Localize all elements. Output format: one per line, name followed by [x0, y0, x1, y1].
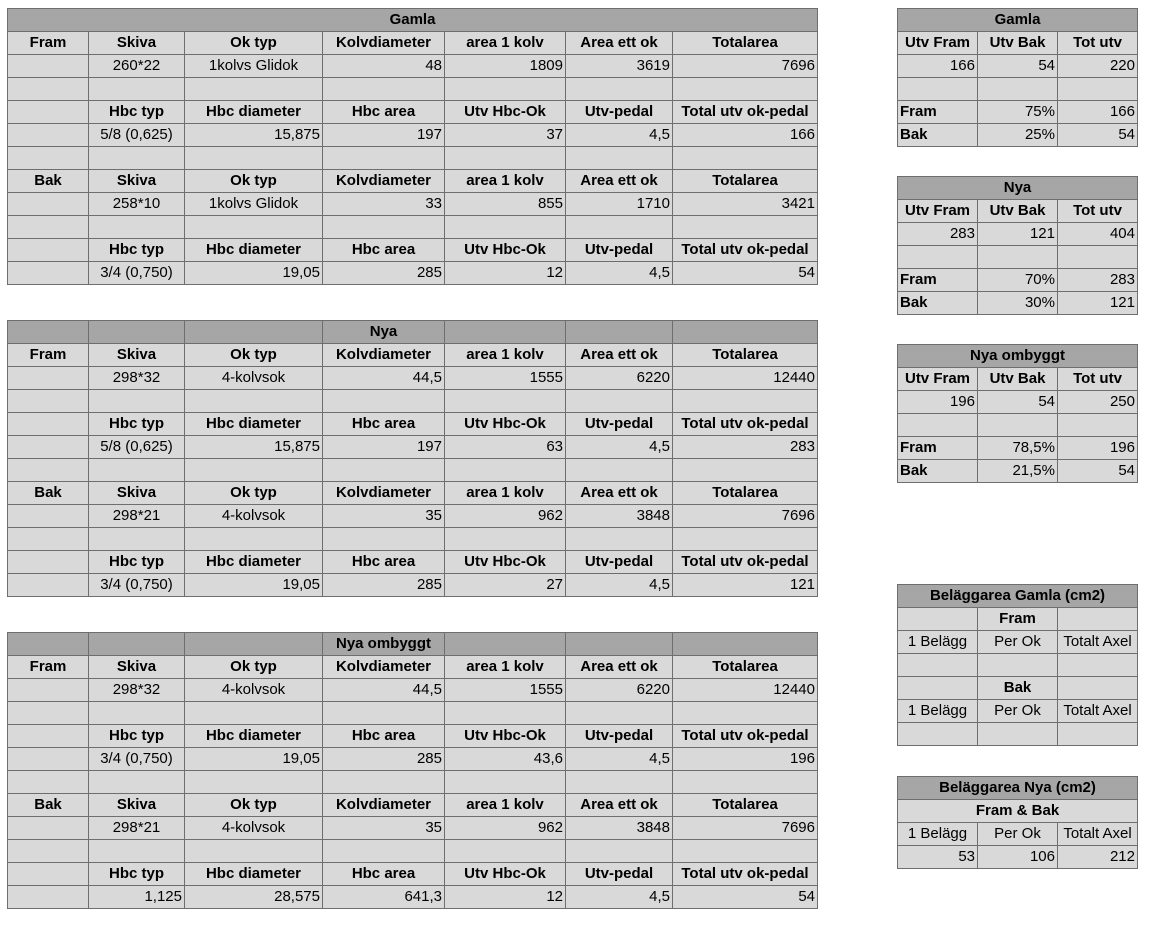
value-area-1-kolv: 962 [445, 505, 566, 528]
header-kolvdiameter: Kolvdiameter [323, 794, 445, 817]
header-hbc-area: Hbc area [323, 725, 445, 748]
header-utv-fram: Utv Fram [898, 32, 978, 55]
empty-row [8, 459, 818, 482]
value-utv-hbc-ok: 63 [445, 436, 566, 459]
value-ok-typ: 4-kolvsok [185, 367, 323, 390]
ratio-pct-bak: 25% [978, 124, 1058, 147]
header-total-utv: Total utv ok-pedal [673, 101, 818, 124]
header-hbc-typ: Hbc typ [89, 863, 185, 886]
pad-col-per-ok: Per Ok [978, 700, 1058, 723]
header-total-utv: Total utv ok-pedal [673, 239, 818, 262]
header-hbc-typ: Hbc typ [89, 239, 185, 262]
value-hbc-typ: 3/4 (0,750) [89, 262, 185, 285]
value-kolvdiameter: 33 [323, 193, 445, 216]
header-total-utv: Total utv ok-pedal [673, 413, 818, 436]
value-area-1-kolv: 1555 [445, 679, 566, 702]
header-totalarea: Totalarea [673, 170, 818, 193]
title-bar-cell [566, 633, 673, 656]
header-hbc-area: Hbc area [323, 239, 445, 262]
ratio-val-fram: 283 [1058, 269, 1138, 292]
pad-value-per-ok: 106 [978, 846, 1058, 869]
value-utv-hbc-ok: 37 [445, 124, 566, 147]
value-skiva: 298*21 [89, 817, 185, 840]
header-area-1-kolv: area 1 kolv [445, 170, 566, 193]
table-nya [7, 320, 818, 597]
empty-cell [8, 436, 89, 459]
value-hbc-diameter: 19,05 [185, 574, 323, 597]
pad-col-totalt-axel: Totalt Axel [1058, 823, 1138, 846]
value-hbc-area: 285 [323, 262, 445, 285]
ratio-label-bak: Bak [898, 124, 978, 147]
value-area-ett-ok: 6220 [566, 367, 673, 390]
header-utv-pedal: Utv-pedal [566, 725, 673, 748]
ratio-val-fram: 196 [1058, 437, 1138, 460]
header-area-1-kolv: area 1 kolv [445, 794, 566, 817]
header-ok-typ: Ok typ [185, 32, 323, 55]
ratio-val-bak: 54 [1058, 460, 1138, 483]
value-skiva: 298*21 [89, 505, 185, 528]
header-utv-hbc-ok: Utv Hbc-Ok [445, 551, 566, 574]
header-kolvdiameter: Kolvdiameter [323, 656, 445, 679]
value-totalarea: 3421 [673, 193, 818, 216]
header-ok-typ: Ok typ [185, 482, 323, 505]
title-bar-cell [89, 321, 185, 344]
value-hbc-typ: 3/4 (0,750) [89, 574, 185, 597]
value-area-ett-ok: 3619 [566, 55, 673, 78]
empty-cell [8, 239, 89, 262]
ratio-title: Nya ombyggt [898, 345, 1138, 368]
value-hbc-diameter: 15,875 [185, 124, 323, 147]
value-utv-pedal: 4,5 [566, 748, 673, 771]
empty-row [898, 723, 1138, 746]
pad-col-1-belagg: 1 Belägg [898, 700, 978, 723]
ratio-title: Nya [898, 177, 1138, 200]
empty-cell [8, 505, 89, 528]
value-ok-typ: 4-kolvsok [185, 817, 323, 840]
header-utv-fram: Utv Fram [898, 368, 978, 391]
empty-cell [8, 886, 89, 909]
header-utv-pedal: Utv-pedal [566, 551, 673, 574]
value-total-utv: 283 [673, 436, 818, 459]
empty-row [8, 216, 818, 239]
empty-cell [8, 817, 89, 840]
empty-row [898, 414, 1138, 437]
value-hbc-area: 641,3 [323, 886, 445, 909]
header-area-1-kolv: area 1 kolv [445, 656, 566, 679]
empty-cell [898, 677, 978, 700]
pad-area-gamla [897, 584, 1138, 746]
ratio-label-fram: Fram [898, 437, 978, 460]
value-utv-bak: 54 [978, 55, 1058, 78]
value-skiva: 260*22 [89, 55, 185, 78]
header-hbc-diameter: Hbc diameter [185, 413, 323, 436]
header-hbc-typ: Hbc typ [89, 101, 185, 124]
value-utv-hbc-ok: 12 [445, 262, 566, 285]
value-ok-typ: 1kolvs Glidok [185, 55, 323, 78]
title-bar-cell [89, 633, 185, 656]
value-kolvdiameter: 44,5 [323, 367, 445, 390]
title-bar-cell [566, 321, 673, 344]
header-kolvdiameter: Kolvdiameter [323, 32, 445, 55]
pad-col-1-belagg: 1 Belägg [898, 631, 978, 654]
value-totalarea: 7696 [673, 505, 818, 528]
table-nya-ombyggt [7, 632, 818, 909]
empty-cell [8, 55, 89, 78]
pad-label-bak: Bak [978, 677, 1058, 700]
empty-cell [8, 725, 89, 748]
pad-col-1-belagg: 1 Belägg [898, 823, 978, 846]
value-utv-bak: 121 [978, 223, 1058, 246]
value-totalarea: 12440 [673, 367, 818, 390]
title-bar-cell [185, 633, 323, 656]
value-total-utv: 54 [673, 886, 818, 909]
value-kolvdiameter: 35 [323, 817, 445, 840]
side-label-fram: Fram [8, 344, 89, 367]
side-label-bak: Bak [8, 170, 89, 193]
empty-cell [8, 574, 89, 597]
empty-cell [1058, 608, 1138, 631]
pad-col-totalt-axel: Totalt Axel [1058, 631, 1138, 654]
header-total-utv: Total utv ok-pedal [673, 725, 818, 748]
side-label-fram: Fram [8, 32, 89, 55]
header-tot-utv: Tot utv [1058, 32, 1138, 55]
value-skiva: 258*10 [89, 193, 185, 216]
value-kolvdiameter: 35 [323, 505, 445, 528]
header-skiva: Skiva [89, 344, 185, 367]
ratio-pct-fram: 78,5% [978, 437, 1058, 460]
header-ok-typ: Ok typ [185, 794, 323, 817]
value-ok-typ: 4-kolvsok [185, 679, 323, 702]
header-hbc-diameter: Hbc diameter [185, 239, 323, 262]
empty-cell [8, 551, 89, 574]
header-hbc-diameter: Hbc diameter [185, 863, 323, 886]
value-utv-hbc-ok: 27 [445, 574, 566, 597]
header-area-ett-ok: Area ett ok [566, 32, 673, 55]
value-hbc-typ: 5/8 (0,625) [89, 124, 185, 147]
header-total-utv: Total utv ok-pedal [673, 863, 818, 886]
value-kolvdiameter: 48 [323, 55, 445, 78]
ratio-val-fram: 166 [1058, 101, 1138, 124]
value-hbc-typ: 3/4 (0,750) [89, 748, 185, 771]
empty-row [898, 654, 1138, 677]
header-area-1-kolv: area 1 kolv [445, 482, 566, 505]
value-area-1-kolv: 855 [445, 193, 566, 216]
ratio-pct-bak: 30% [978, 292, 1058, 315]
header-utv-hbc-ok: Utv Hbc-Ok [445, 725, 566, 748]
value-area-ett-ok: 3848 [566, 505, 673, 528]
value-utv-pedal: 4,5 [566, 886, 673, 909]
header-ok-typ: Ok typ [185, 656, 323, 679]
header-hbc-diameter: Hbc diameter [185, 101, 323, 124]
ratio-val-bak: 54 [1058, 124, 1138, 147]
header-utv-hbc-ok: Utv Hbc-Ok [445, 413, 566, 436]
value-utv-fram: 283 [898, 223, 978, 246]
pad-col-per-ok: Per Ok [978, 631, 1058, 654]
header-utv-pedal: Utv-pedal [566, 863, 673, 886]
empty-row [8, 840, 818, 863]
value-utv-pedal: 4,5 [566, 124, 673, 147]
empty-cell [8, 124, 89, 147]
header-hbc-typ: Hbc typ [89, 551, 185, 574]
ratio-label-fram: Fram [898, 269, 978, 292]
empty-cell [8, 367, 89, 390]
header-hbc-area: Hbc area [323, 413, 445, 436]
header-skiva: Skiva [89, 482, 185, 505]
header-total-utv: Total utv ok-pedal [673, 551, 818, 574]
header-kolvdiameter: Kolvdiameter [323, 482, 445, 505]
header-utv-hbc-ok: Utv Hbc-Ok [445, 239, 566, 262]
value-area-ett-ok: 3848 [566, 817, 673, 840]
value-skiva: 298*32 [89, 679, 185, 702]
pad-value-1-belagg: 53 [898, 846, 978, 869]
header-hbc-area: Hbc area [323, 101, 445, 124]
header-utv-bak: Utv Bak [978, 368, 1058, 391]
empty-row [8, 147, 818, 170]
empty-row [898, 246, 1138, 269]
side-label-bak: Bak [8, 482, 89, 505]
header-kolvdiameter: Kolvdiameter [323, 170, 445, 193]
value-total-utv: 121 [673, 574, 818, 597]
header-tot-utv: Tot utv [1058, 200, 1138, 223]
header-hbc-typ: Hbc typ [89, 725, 185, 748]
value-kolvdiameter: 44,5 [323, 679, 445, 702]
ratio-pct-fram: 75% [978, 101, 1058, 124]
header-utv-bak: Utv Bak [978, 32, 1058, 55]
header-utv-fram: Utv Fram [898, 200, 978, 223]
empty-cell [8, 262, 89, 285]
title-bar-cell [445, 633, 566, 656]
table-gamla [7, 8, 818, 285]
title-bar-cell [673, 633, 818, 656]
header-skiva: Skiva [89, 794, 185, 817]
header-totalarea: Totalarea [673, 656, 818, 679]
ratio-label-bak: Bak [898, 292, 978, 315]
title-bar-cell [673, 321, 818, 344]
empty-cell [8, 193, 89, 216]
value-total-utv: 54 [673, 262, 818, 285]
header-ok-typ: Ok typ [185, 344, 323, 367]
header-skiva: Skiva [89, 170, 185, 193]
table-title: Nya [323, 321, 445, 344]
empty-row [8, 78, 818, 101]
header-area-ett-ok: Area ett ok [566, 344, 673, 367]
value-ok-typ: 1kolvs Glidok [185, 193, 323, 216]
value-utv-hbc-ok: 43,6 [445, 748, 566, 771]
value-area-1-kolv: 1555 [445, 367, 566, 390]
value-tot-utv: 250 [1058, 391, 1138, 414]
header-utv-pedal: Utv-pedal [566, 101, 673, 124]
value-hbc-typ: 1,125 [89, 886, 185, 909]
ratio-val-bak: 121 [1058, 292, 1138, 315]
header-area-1-kolv: area 1 kolv [445, 344, 566, 367]
value-ok-typ: 4-kolvsok [185, 505, 323, 528]
value-hbc-area: 285 [323, 574, 445, 597]
pad-area-nya [897, 776, 1138, 869]
empty-cell [8, 863, 89, 886]
pad-subtitle: Fram & Bak [898, 800, 1138, 823]
header-area-ett-ok: Area ett ok [566, 656, 673, 679]
header-totalarea: Totalarea [673, 32, 818, 55]
value-utv-hbc-ok: 12 [445, 886, 566, 909]
title-bar-cell [185, 321, 323, 344]
pad-col-totalt-axel: Totalt Axel [1058, 700, 1138, 723]
value-hbc-typ: 5/8 (0,625) [89, 436, 185, 459]
empty-row [8, 771, 818, 794]
value-utv-pedal: 4,5 [566, 574, 673, 597]
empty-cell [898, 608, 978, 631]
header-skiva: Skiva [89, 32, 185, 55]
value-total-utv: 166 [673, 124, 818, 147]
side-label-fram: Fram [8, 656, 89, 679]
ratio-label-fram: Fram [898, 101, 978, 124]
header-totalarea: Totalarea [673, 344, 818, 367]
pad-title: Beläggarea Gamla (cm2) [898, 585, 1138, 608]
pad-label-fram: Fram [978, 608, 1058, 631]
value-utv-fram: 196 [898, 391, 978, 414]
empty-cell [8, 413, 89, 436]
side-label-bak: Bak [8, 794, 89, 817]
header-area-1-kolv: area 1 kolv [445, 32, 566, 55]
empty-row [8, 528, 818, 551]
value-hbc-area: 197 [323, 124, 445, 147]
pad-col-per-ok: Per Ok [978, 823, 1058, 846]
ratio-label-bak: Bak [898, 460, 978, 483]
header-totalarea: Totalarea [673, 482, 818, 505]
value-area-1-kolv: 1809 [445, 55, 566, 78]
value-area-ett-ok: 6220 [566, 679, 673, 702]
header-utv-pedal: Utv-pedal [566, 239, 673, 262]
title-bar-cell [445, 321, 566, 344]
value-total-utv: 196 [673, 748, 818, 771]
value-utv-fram: 166 [898, 55, 978, 78]
header-kolvdiameter: Kolvdiameter [323, 344, 445, 367]
value-area-ett-ok: 1710 [566, 193, 673, 216]
table-title: Nya ombyggt [323, 633, 445, 656]
empty-row [8, 390, 818, 413]
value-tot-utv: 404 [1058, 223, 1138, 246]
empty-cell [8, 101, 89, 124]
value-hbc-diameter: 19,05 [185, 748, 323, 771]
header-area-ett-ok: Area ett ok [566, 482, 673, 505]
header-hbc-diameter: Hbc diameter [185, 551, 323, 574]
header-hbc-typ: Hbc typ [89, 413, 185, 436]
value-totalarea: 12440 [673, 679, 818, 702]
empty-row [8, 702, 818, 725]
ratio-table-nya-ombyggt [897, 344, 1138, 483]
header-utv-hbc-ok: Utv Hbc-Ok [445, 101, 566, 124]
empty-cell [1058, 677, 1138, 700]
header-utv-pedal: Utv-pedal [566, 413, 673, 436]
value-tot-utv: 220 [1058, 55, 1138, 78]
header-utv-hbc-ok: Utv Hbc-Ok [445, 863, 566, 886]
pad-title: Beläggarea Nya (cm2) [898, 777, 1138, 800]
value-utv-pedal: 4,5 [566, 262, 673, 285]
ratio-title: Gamla [898, 9, 1138, 32]
value-hbc-diameter: 28,575 [185, 886, 323, 909]
empty-cell [8, 679, 89, 702]
header-skiva: Skiva [89, 656, 185, 679]
pad-value-totalt-axel: 212 [1058, 846, 1138, 869]
header-ok-typ: Ok typ [185, 170, 323, 193]
value-hbc-diameter: 15,875 [185, 436, 323, 459]
table-title: Gamla [8, 9, 818, 32]
value-utv-bak: 54 [978, 391, 1058, 414]
ratio-pct-fram: 70% [978, 269, 1058, 292]
value-hbc-diameter: 19,05 [185, 262, 323, 285]
empty-cell [8, 748, 89, 771]
header-totalarea: Totalarea [673, 794, 818, 817]
value-area-1-kolv: 962 [445, 817, 566, 840]
ratio-table-gamla [897, 8, 1138, 147]
header-hbc-area: Hbc area [323, 863, 445, 886]
value-skiva: 298*32 [89, 367, 185, 390]
empty-row [898, 78, 1138, 101]
title-bar-cell [8, 633, 89, 656]
header-area-ett-ok: Area ett ok [566, 170, 673, 193]
value-utv-pedal: 4,5 [566, 436, 673, 459]
ratio-pct-bak: 21,5% [978, 460, 1058, 483]
value-hbc-area: 285 [323, 748, 445, 771]
value-hbc-area: 197 [323, 436, 445, 459]
header-area-ett-ok: Area ett ok [566, 794, 673, 817]
ratio-table-nya [897, 176, 1138, 315]
header-utv-bak: Utv Bak [978, 200, 1058, 223]
value-totalarea: 7696 [673, 55, 818, 78]
header-hbc-diameter: Hbc diameter [185, 725, 323, 748]
header-tot-utv: Tot utv [1058, 368, 1138, 391]
title-bar-cell [8, 321, 89, 344]
header-hbc-area: Hbc area [323, 551, 445, 574]
value-totalarea: 7696 [673, 817, 818, 840]
